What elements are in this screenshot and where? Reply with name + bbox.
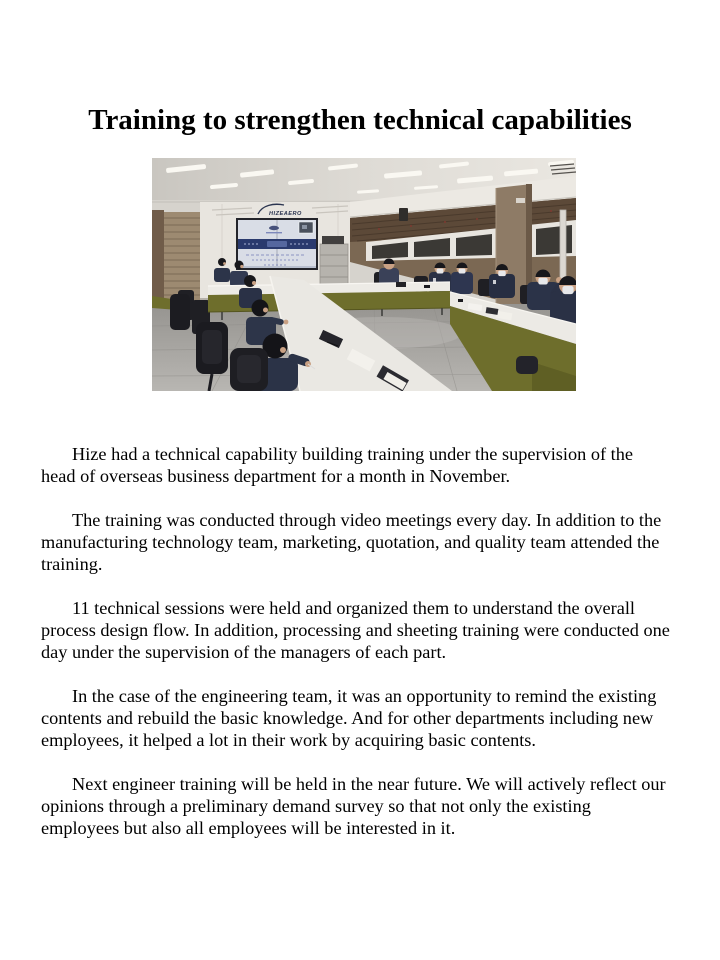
paragraph-4: In the case of the engineering team, it was an opportunity to remind the existing contents and rebuild the basic knowledge. And for other departments including new employees, it helped a lot in their work by acquiring basic contents. <box>41 686 657 750</box>
laptop <box>396 282 406 287</box>
paragraph-2: The training was conducted through video meetings every day. In addition to the manufacturing technology team, marketing, quotation, and quality team attended the training. <box>41 510 662 574</box>
speaker <box>399 208 408 221</box>
logo-text: HIZEAERO <box>269 211 302 217</box>
paragraph-5: Next engineer training will be held in the near future. We will actively reflect our opinions through a preliminary demand survey so that not only the existing employees but also all employees will be interested in it. <box>41 774 666 838</box>
page-title: Training to strengthen technical capabilities <box>88 104 632 136</box>
paragraph-1: Hize had a technical capability building training under the supervision of the head of overseas business department for a month in November. <box>41 444 633 486</box>
column-sign <box>516 198 525 203</box>
av-cabinet <box>320 236 348 290</box>
presentation-screen <box>236 218 318 270</box>
meeting-room-illustration <box>152 158 576 391</box>
bag <box>516 356 538 374</box>
meeting-room-photo <box>152 158 576 391</box>
article-body <box>41 443 671 839</box>
paragraph-3: 11 technical sessions were held and organized them to understand the overall process design flow. In addition, processing and sheeting training were conducted one day under the supervision of the managers of each part. <box>41 598 670 662</box>
